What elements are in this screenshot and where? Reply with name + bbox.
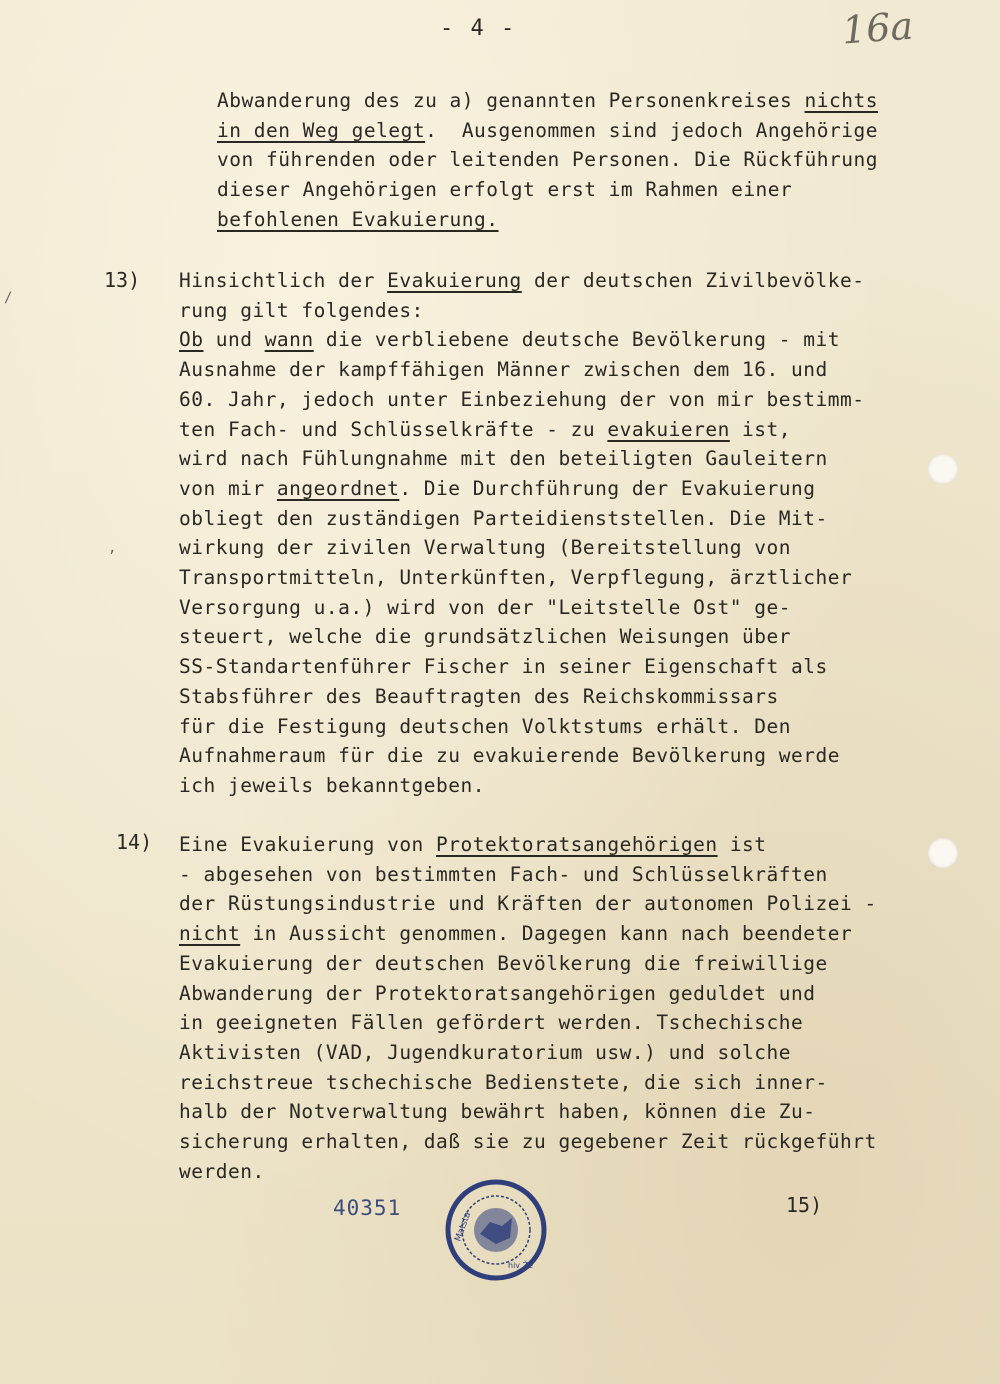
text-line [179,1097,877,1127]
text-line [179,889,877,919]
text-run: steuert, welche die grundsätzlichen Weisungen über [179,625,791,649]
text-line [179,622,864,652]
text-run: von führenden oder leitenden Personen. Die Rückführung [217,148,878,172]
intro-paragraph [217,86,878,235]
underlined-phrase: Evakuierung [387,269,522,292]
text-line [179,919,877,949]
underlined-phrase: Ob [179,328,204,352]
text-line [179,1008,877,1038]
page-number: - 4 - [440,16,517,41]
text-line [179,682,864,712]
text-run: von mir [179,476,277,500]
section-13-number: 13) [104,268,141,292]
text-run: halb der Notverwaltung bewährt haben, können die Zu- [179,1100,816,1124]
underlined-phrase: wann [264,328,314,352]
text-line [179,355,864,385]
text-run: in geeigneten Fällen gefördert werden. Tschechische [179,1011,804,1035]
text-line [179,385,864,415]
underlined-phrase: Protektoratsangehörigen [436,833,718,856]
text-line [179,949,877,979]
text-run: Stabsführer des Beauftragten des Reichskommissars [179,684,779,708]
text-run: ich jeweils bekanntgeben. [179,773,485,797]
text-line [179,830,877,860]
text-run: obliegt den zuständigen Parteidienststellen. Die Mit- [179,506,828,530]
punch-hole-top [928,454,958,484]
text-line [179,1038,877,1068]
text-line [179,296,864,326]
text-run: reichstreue tschechische Bedienstete, die sich inner- [179,1070,828,1094]
text-line [179,533,864,563]
text-run: ist, [729,417,792,441]
text-run: - abgesehen von bestimmten Fach- und Schlüsselkräften [179,862,828,886]
text-run: SS-Standartenführer Fischer in seiner Eigenschaft als [179,655,828,679]
text-line [179,979,877,1009]
text-run: Abwanderung der Protektoratsangehörigen geduldet und [179,981,816,1005]
text-run: ist [717,833,767,856]
text-run: der deutschen Zivilbevölke- [521,269,865,292]
folio-mark: 16a [840,3,915,53]
text-line [179,1068,877,1098]
archive-seal-stamp [444,1178,548,1282]
text-line [179,474,864,504]
text-run: 60. Jahr, jedoch unter Einbeziehung der von mir bestimm- [179,387,865,411]
next-section-marker: 15) [786,1193,823,1217]
text-line [179,593,864,623]
underlined-phrase: nicht [179,922,241,946]
text-run: Versorgung u.a.) wird von der "Leitstelle Ost" ge- [179,595,791,619]
text-run: Aktivisten (VAD, Jugendkuratorium usw.) und solche [179,1040,791,1064]
margin-mark: , [108,540,117,556]
text-run: Aufnahmeraum für die zu evakuierende Bevölkerung werde [179,744,840,768]
punch-hole-bottom [928,838,958,868]
text-run: Eine Evakuierung von [179,833,437,856]
text-line [179,712,864,742]
text-line [217,145,878,175]
file-number-stamp: 40351 [333,1196,402,1220]
stamp-text-left: Matsta [453,1210,474,1244]
section-14-paragraph [179,830,877,1186]
text-run: in Aussicht genommen. Dagegen kann nach beendeter [240,922,853,946]
text-run: dieser Angehörigen erfolgt erst im Rahmen einer [217,178,793,202]
text-run: Abwanderung des zu a) genannten Personenkreises [217,89,805,112]
text-line [217,86,878,116]
text-line [179,1127,877,1157]
text-run: wirkung der zivilen Verwaltung (Bereitstellung von [179,536,791,560]
text-run: der Rüstungsindustrie und Kräften der autonomen Polizei - [179,892,877,916]
text-line [217,175,878,205]
text-line [217,205,878,235]
text-run: werden. [179,1159,265,1183]
text-run: . Ausgenommen sind jedoch Angehörige [425,118,878,142]
text-line [179,415,864,445]
text-line [179,741,864,771]
text-line [179,266,864,296]
section-14-number: 14) [116,830,153,854]
text-run: Evakuierung der deutschen Bevölkerung die freiwillige [179,951,828,975]
text-run: ten Fach- und Schlüsselkräfte - zu [179,417,608,441]
section-13-paragraph [179,266,864,801]
text-run: die verbliebene deutsche Bevölkerung - mit [313,328,840,352]
stamp-text-right: hiv Že [508,1261,533,1270]
margin-mark: / [4,290,13,306]
underlined-phrase: evakuieren [607,417,730,441]
text-run: für die Festigung deutschen Volktstums erhält. Den [179,714,791,738]
text-run: Hinsichtlich der [179,269,388,292]
underlined-phrase: befohlenen Evakuierung. [217,207,499,231]
text-line [179,325,864,355]
text-line [217,116,878,146]
text-run: Transportmitteln, Unterkünften, Verpflegung, ärztlicher [179,566,853,590]
text-line [179,504,864,534]
text-run: Ausnahme der kampffähigen Männer zwischen dem 16. und [179,358,828,382]
text-line [179,652,864,682]
underlined-phrase: nichts [804,89,878,112]
text-run: rung gilt folgendes: [179,298,424,322]
text-run: . Die Durchführung der Evakuierung [399,476,816,500]
text-line [179,860,877,890]
text-run: sicherung erhalten, daß sie zu gegebener Zeit rückgeführt [179,1130,877,1154]
underlined-phrase: in den Weg gelegt [217,118,426,142]
text-run: und [203,328,265,352]
text-line [179,563,864,593]
text-line [179,771,864,801]
text-line [179,444,864,474]
underlined-phrase: angeordnet [276,476,400,500]
text-run: wird nach Fühlungnahme mit den beteiligten Gauleitern [179,447,828,471]
